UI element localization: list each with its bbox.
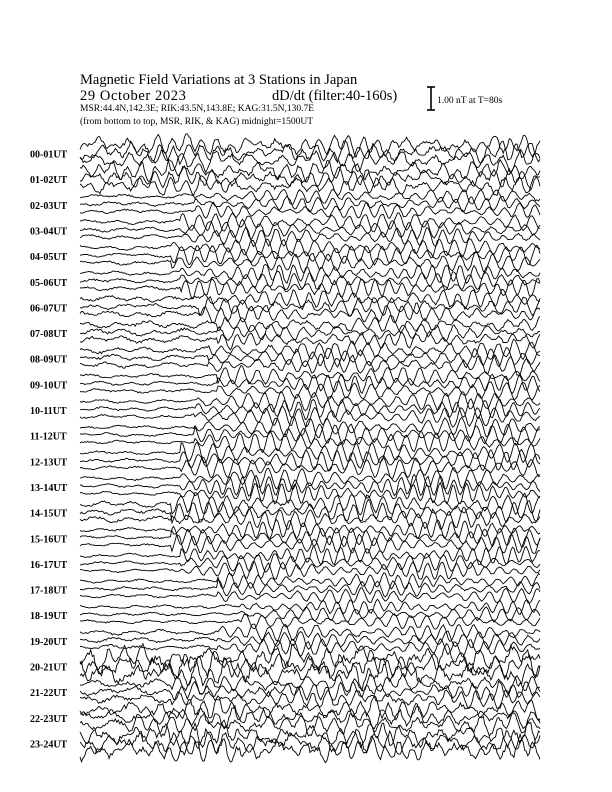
hour-label: 17-18UT — [30, 585, 68, 597]
trace-msr — [80, 687, 540, 708]
trace-rik — [80, 499, 540, 523]
hour-label: 16-17UT — [30, 559, 68, 571]
hour-label: 15-16UT — [30, 534, 68, 546]
trace-msr — [80, 227, 540, 246]
hour-label: 04-05UT — [30, 252, 68, 264]
scale-label: 1.00 nT at T=80s — [437, 96, 503, 106]
hour-label: 06-07UT — [30, 303, 68, 315]
trace-kag — [80, 674, 540, 694]
station-order-note: (from bottom to top, MSR, RIK, & KAG) midnight=1500UT — [80, 117, 314, 127]
hour-label: 19-20UT — [30, 636, 68, 648]
hour-label: 14-15UT — [30, 508, 68, 520]
trace-kag — [80, 160, 540, 182]
hour-label: 10-11UT — [30, 406, 67, 417]
hour-label: 22-23UT — [30, 713, 68, 725]
trace-msr — [80, 614, 540, 629]
hour-label: 21-22UT — [30, 688, 68, 700]
chart-date: 29 October 2023 — [80, 88, 187, 104]
trace-msr — [80, 734, 540, 762]
chart-mode: dD/dt (filter:40-160s) — [272, 88, 398, 104]
hour-label: 09-10UT — [30, 380, 68, 392]
trace-msr — [80, 331, 540, 350]
hour-label: 02-03UT — [30, 200, 68, 212]
trace-kag — [80, 213, 540, 232]
hour-label: 11-12UT — [30, 431, 67, 443]
hour-label: 18-19UT — [30, 611, 68, 623]
hour-label: 12-13UT — [30, 457, 68, 469]
trace-msr — [80, 279, 540, 299]
hour-label: 08-09UT — [30, 354, 68, 366]
trace-rik — [80, 374, 540, 393]
trace-rik — [80, 424, 540, 445]
trace-msr — [80, 175, 540, 196]
trace-msr — [80, 588, 540, 604]
trace-kag — [80, 316, 540, 333]
trace-msr — [80, 303, 540, 323]
trace-msr — [80, 507, 540, 530]
hour-label: 23-24UT — [30, 739, 68, 751]
chart-title: Magnetic Field Variations at 3 Stations in Japan — [80, 72, 358, 88]
trace-msr — [80, 658, 540, 690]
hour-label: 20-21UT — [30, 662, 68, 674]
trace-kag — [80, 290, 540, 310]
hour-label: 05-06UT — [30, 277, 68, 289]
hour-label: 00-01UT — [30, 149, 68, 161]
hour-label: 07-08UT — [30, 329, 68, 341]
trace-rik — [80, 196, 540, 212]
hour-label: 13-14UT — [30, 482, 68, 494]
trace-kag — [80, 624, 540, 641]
trace-rik — [80, 297, 540, 317]
hour-label: 03-04UT — [30, 226, 68, 238]
hour-label: 01-02UT — [30, 175, 68, 187]
station-coordinates: MSR:44.4N,142.3E; RIK:43.5N,143.8E; KAG:31.5N,130.7E — [80, 104, 315, 114]
